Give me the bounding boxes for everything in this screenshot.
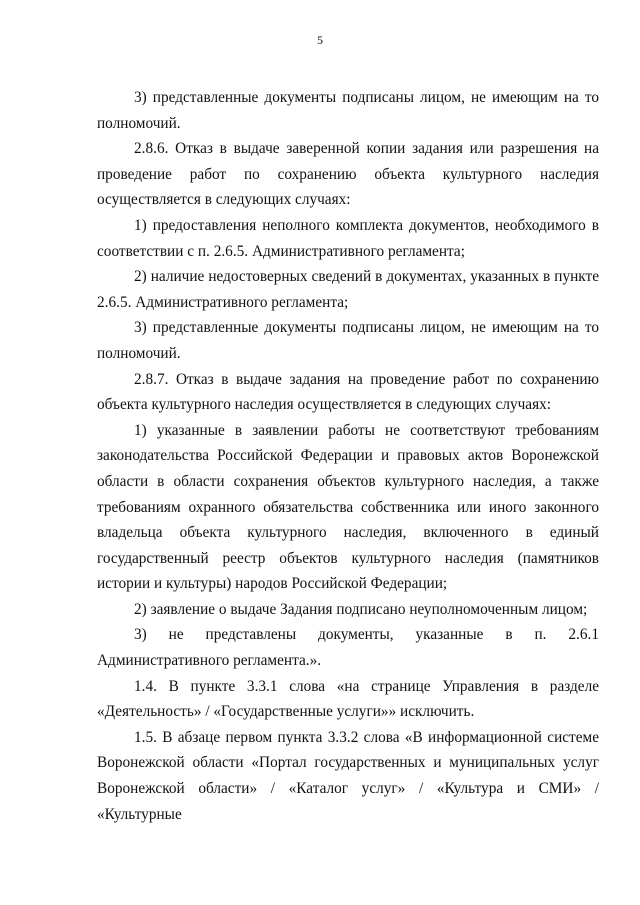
paragraph: 3) представленные документы подписаны лицом, не имеющим на то полномочий. [97,319,599,362]
paragraph: 2) наличие недостоверных сведений в документах, указанных в пункте 2.6.5. Административного регламента; [97,268,599,311]
paragraph: 2.8.7. Отказ в выдаче задания на проведение работ по сохранению объекта культурного наследия осуществляется в следующих случаях: [97,370,599,414]
paragraph: 3) не представлены документы, указанные в п. 2.6.1 Административного регламента.». [97,626,599,670]
paragraph: 1.4. В пункте 3.3.1 слова «на странице Управления в разделе «Деятельность» / «Государственные услуги»» исключить. [97,677,599,721]
document-body [97,85,599,827]
paragraph: 1.5. В абзаце первом пункта 3.3.2 слова «В информационной системе Воронежской области «Портал государственных и муниципальных услуг Воронежской области» / «Каталог услуг» / «Культура и СМИ» / «Культурные [97,728,599,823]
paragraph: 2.8.6. Отказ в выдаче заверенной копии задания или разрешения на проведение работ по сохранению объекта культурного наследия осуществляется в следующих случаях: [97,140,599,209]
paragraph: 1) указанные в заявлении работы не соответствуют требованиям законодательства Российской Федерации и правовых актов Воронежской области в области сохранения объектов культурного наследия, а также требованиям охранного обязательства собственника или иного законного владельца объекта культурного наследия, включенного в единый государственный реестр объектов культурного наследия (памятников истории и культуры) народов Российской Федерации; [97,421,599,593]
paragraph: 2) заявление о выдаче Задания подписано неуполномоченным лицом; [134,600,588,618]
paragraph: 1) предоставления неполного комплекта документов, необходимого в соответствии с п. 2.6.5. Административного регламента; [97,216,599,260]
paragraph: 3) представленные документы подписаны лицом, не имеющим на то полномочий. [97,89,599,132]
page-number: 5 [317,33,323,47]
